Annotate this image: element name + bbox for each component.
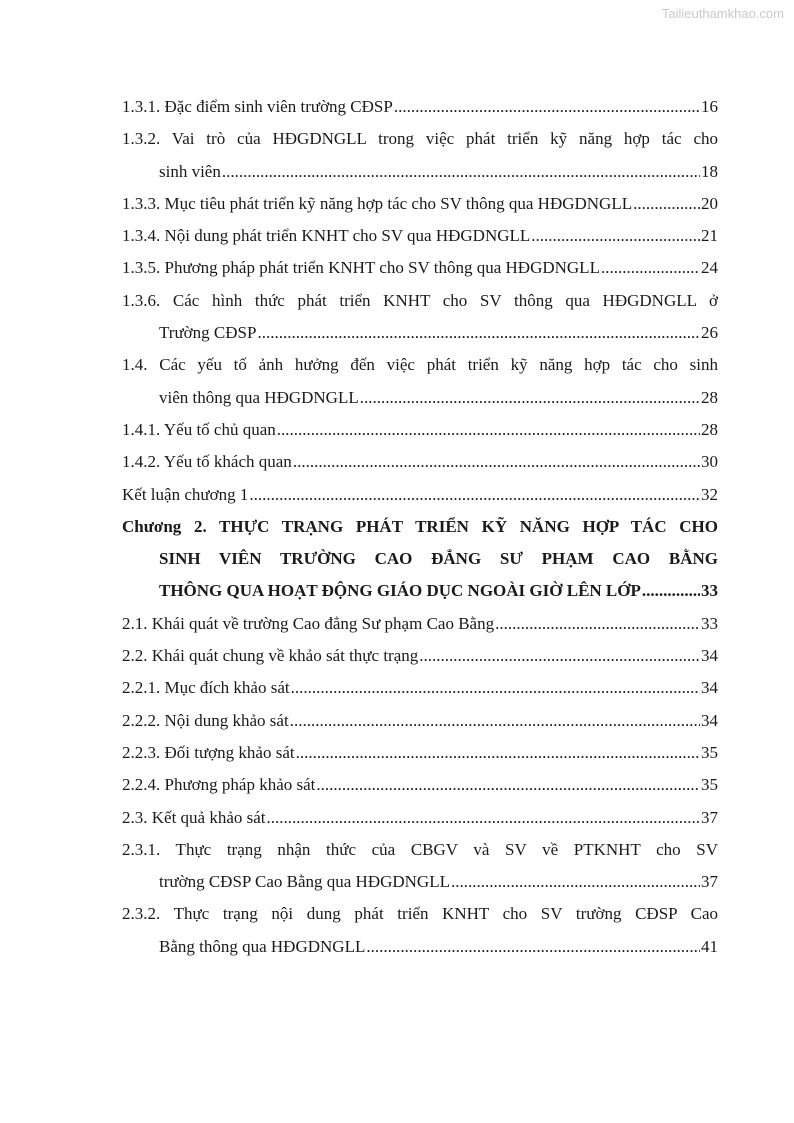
toc-entry-text: 2.3.1. Thực trạng nhận thức của CBGV và SV về PTKNHT cho SV xyxy=(122,839,718,859)
toc-entry-text: 2.2.4. Phương pháp khảo sát xyxy=(122,775,316,795)
dot-leader xyxy=(601,252,700,284)
toc-entry-text: 1.3.6. Các hình thức phát triển KNHT cho SV thông qua HĐGDNGLL ở xyxy=(122,290,718,310)
toc-entry xyxy=(122,737,718,769)
toc-entry xyxy=(122,220,718,252)
toc-entry-text: Bằng thông qua HĐGDNGLL xyxy=(159,936,366,956)
dot-leader xyxy=(257,317,700,349)
toc-entry-text: viên thông qua HĐGDNGLL xyxy=(159,387,359,407)
toc-entry-line xyxy=(122,705,718,737)
toc-entry xyxy=(122,123,718,188)
dot-leader xyxy=(360,382,700,414)
toc-entry-line xyxy=(122,802,718,834)
toc-page-number: 28 xyxy=(701,419,718,439)
dot-leader xyxy=(366,931,700,963)
toc-entry-text: 1.3.3. Mục tiêu phát triển kỹ năng hợp tác cho SV thông qua HĐGDNGLL xyxy=(122,193,633,213)
dot-leader xyxy=(495,608,700,640)
toc-entry-line xyxy=(122,575,718,607)
table-of-contents xyxy=(122,91,718,963)
toc-entry-text: 2.2.1. Mục đích khảo sát xyxy=(122,678,290,698)
toc-entry-line xyxy=(122,672,718,704)
toc-entry-text: Chương 2. THỰC TRẠNG PHÁT TRIỂN KỸ NĂNG HỢP TÁC CHO xyxy=(122,516,718,536)
toc-entry-text: 2.3.2. Thực trạng nội dung phát triển KNHT cho SV trường CĐSP Cao xyxy=(122,904,718,924)
toc-page-number: 26 xyxy=(701,323,718,343)
toc-entry-line xyxy=(122,317,718,349)
toc-entry xyxy=(122,769,718,801)
dot-leader xyxy=(451,866,700,898)
toc-entry-text: 2.1. Khái quát về trường Cao đẳng Sư phạm Cao Bằng xyxy=(122,613,495,633)
toc-entry-line xyxy=(122,479,718,511)
toc-entry-text: 2.2. Khái quát chung về khảo sát thực trạng xyxy=(122,646,419,666)
toc-page-number: 34 xyxy=(701,678,718,698)
toc-entry xyxy=(122,511,718,608)
toc-entry xyxy=(122,640,718,672)
toc-page-number: 34 xyxy=(701,646,718,666)
dot-leader xyxy=(293,446,700,478)
toc-entry xyxy=(122,705,718,737)
dot-leader xyxy=(222,156,700,188)
dot-leader xyxy=(419,640,700,672)
toc-entry-text: 2.2.3. Đối tượng khảo sát xyxy=(122,742,295,762)
toc-entry xyxy=(122,446,718,478)
toc-entry-text: SINH VIÊN TRƯỜNG CAO ĐẲNG SƯ PHẠM CAO BẰNG xyxy=(159,549,718,569)
toc-entry xyxy=(122,414,718,446)
toc-entry-line xyxy=(122,737,718,769)
dot-leader xyxy=(633,188,700,220)
dot-leader xyxy=(249,479,700,511)
toc-entry-line xyxy=(122,931,718,963)
toc-entry-line xyxy=(122,608,718,640)
toc-entry-text: Kết luận chương 1 xyxy=(122,484,249,504)
toc-entry xyxy=(122,252,718,284)
toc-entry-line xyxy=(122,769,718,801)
toc-page-number: 35 xyxy=(701,742,718,762)
dot-leader xyxy=(291,672,700,704)
toc-entry-line xyxy=(122,382,718,414)
toc-entry-text: trường CĐSP Cao Bằng qua HĐGDNGLL xyxy=(159,872,450,892)
toc-entry xyxy=(122,834,718,899)
toc-page-number: 37 xyxy=(701,807,718,827)
toc-page-number: 18 xyxy=(701,161,718,181)
toc-entry-text: 1.4. Các yếu tố ảnh hưởng đến việc phát triển kỹ năng hợp tác cho sinh xyxy=(122,355,718,375)
toc-entry xyxy=(122,91,718,123)
toc-page-number: 41 xyxy=(701,936,718,956)
toc-page-number: 34 xyxy=(701,710,718,730)
toc-entry-line xyxy=(122,156,718,188)
dot-leader xyxy=(296,737,700,769)
toc-entry xyxy=(122,898,718,963)
toc-entry-text: 1.3.4. Nội dung phát triển KNHT cho SV qua HĐGDNGLL xyxy=(122,226,531,246)
dot-leader xyxy=(531,220,700,252)
toc-entry xyxy=(122,188,718,220)
toc-page-number: 24 xyxy=(701,258,718,278)
watermark: Tailieuthamkhao.com xyxy=(661,6,784,21)
toc-entry-line xyxy=(122,220,718,252)
toc-page-number: 33 xyxy=(701,581,718,601)
dot-leader xyxy=(316,769,700,801)
toc-entry-text: THÔNG QUA HOẠT ĐỘNG GIÁO DỤC NGOÀI GIỜ LÊN LỚP xyxy=(159,581,641,601)
toc-entry-text: 1.4.2. Yếu tố khách quan xyxy=(122,452,292,472)
toc-entry-line xyxy=(122,866,718,898)
toc-entry-text: 2.2.2. Nội dung khảo sát xyxy=(122,710,289,730)
toc-entry xyxy=(122,802,718,834)
toc-page-number: 20 xyxy=(701,193,718,213)
toc-entry-line xyxy=(122,188,718,220)
toc-entry xyxy=(122,479,718,511)
toc-page-number: 35 xyxy=(701,775,718,795)
toc-entry-text: Trường CĐSP xyxy=(159,323,257,343)
toc-page-number: 16 xyxy=(701,97,718,116)
toc-page-number: 32 xyxy=(701,484,718,504)
toc-entry xyxy=(122,608,718,640)
toc-page-number: 30 xyxy=(701,452,718,472)
toc-entry-line xyxy=(122,414,718,446)
toc-entry-line xyxy=(122,252,718,284)
toc-entry-text: 1.3.1. Đặc điểm sinh viên trường CĐSP xyxy=(122,97,393,116)
toc-entry-text: 1.3.5. Phương pháp phát triển KNHT cho SV thông qua HĐGDNGLL xyxy=(122,258,600,278)
dot-leader xyxy=(290,705,700,737)
dot-leader xyxy=(642,575,700,607)
toc-page-number: 37 xyxy=(701,872,718,892)
toc-entry-text: sinh viên xyxy=(159,161,221,181)
toc-page-number: 21 xyxy=(701,226,718,246)
dot-leader xyxy=(277,414,700,446)
dot-leader xyxy=(267,802,700,834)
toc-entry-line xyxy=(122,91,718,123)
toc-entry-text: 2.3. Kết quả khảo sát xyxy=(122,807,266,827)
toc-entry-line xyxy=(122,640,718,672)
toc-entry-line xyxy=(122,446,718,478)
dot-leader xyxy=(394,91,700,123)
toc-entry xyxy=(122,672,718,704)
toc-page-number: 28 xyxy=(701,387,718,407)
toc-entry-text: 1.3.2. Vai trò của HĐGDNGLL trong việc phát triển kỹ năng hợp tác cho xyxy=(122,129,718,149)
toc-entry xyxy=(122,285,718,350)
toc-entry-text: 1.4.1. Yếu tố chủ quan xyxy=(122,419,276,439)
toc-page-number: 33 xyxy=(701,613,718,633)
toc-entry xyxy=(122,349,718,414)
